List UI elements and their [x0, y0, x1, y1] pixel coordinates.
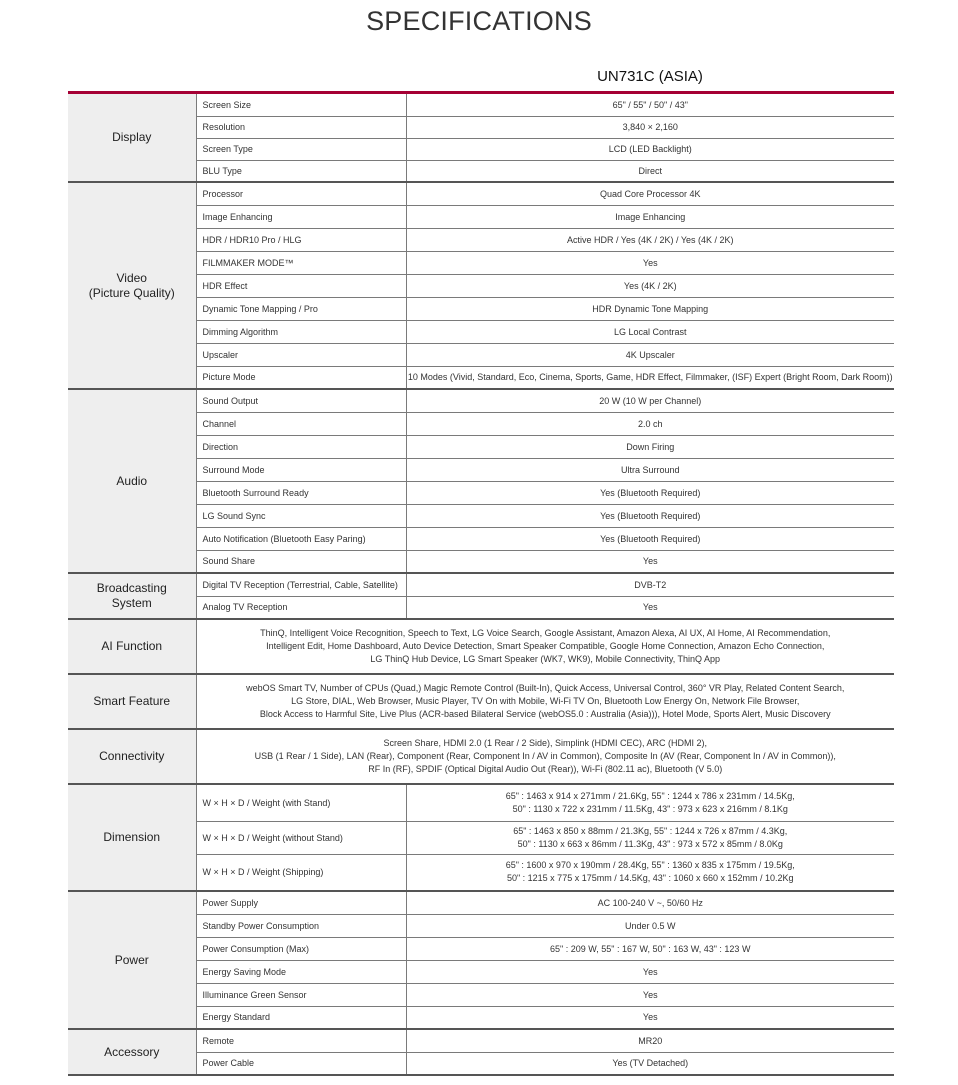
- spec-item: Direction: [196, 435, 406, 458]
- table-row: [68, 1029, 894, 1052]
- text-line: webOS Smart TV, Number of CPUs (Quad,) Magic Remote Control (Built-In), Quick Access, Universal Control, 360° VR Play, Related Content Search,: [246, 683, 845, 693]
- spec-item: Channel: [196, 412, 406, 435]
- spec-item: FILMMAKER MODE™: [196, 251, 406, 274]
- category-display: Display: [68, 94, 196, 182]
- text-line: 50" : 1130 x 663 x 86mm / 11.3Kg, 43" : 973 x 572 x 85mm / 8.0Kg: [517, 838, 783, 849]
- text-line: 65" : 1463 x 914 x 271mm / 21.6Kg, 55" : 1244 x 786 x 231mm / 14.5Kg,: [505, 790, 795, 801]
- spec-item: Dimming Algorithm: [196, 320, 406, 343]
- spec-value: [406, 854, 894, 891]
- category-accessory: Accessory: [68, 1029, 196, 1075]
- spec-item: HDR / HDR10 Pro / HLG: [196, 228, 406, 251]
- spec-item: Resolution: [196, 116, 406, 138]
- spec-value: LCD (LED Backlight): [406, 138, 894, 160]
- category-video: [68, 182, 196, 389]
- spec-value: AC 100-240 V ~, 50/60 Hz: [406, 891, 894, 914]
- spec-value: Yes (Bluetooth Required): [406, 527, 894, 550]
- text-line: Block Access to Harmful Site, Live Plus (ACR-based Bilateral Service (webOS5.0 : Australia (Asia))), Hotel Mode, Sports Alert, Music Discovery: [259, 709, 831, 719]
- spec-item: W × H × D / Weight (without Stand): [196, 821, 406, 854]
- spec-value: 20 W (10 W per Channel): [406, 389, 894, 412]
- spec-item: Energy Saving Mode: [196, 960, 406, 983]
- spec-value: Direct: [406, 160, 894, 182]
- spec-item: Upscaler: [196, 343, 406, 366]
- text-line: LG ThinQ Hub Device, LG Smart Speaker (WK7, WK9), Mobile Connectivity, ThinQ App: [370, 654, 721, 664]
- spec-value: MR20: [406, 1029, 894, 1052]
- spec-item: Picture Mode: [196, 366, 406, 389]
- text-line: 65" : 1600 x 970 x 190mm / 28.4Kg, 55" : 1360 x 835 x 175mm / 19.5Kg,: [505, 860, 795, 871]
- spec-value: Yes: [406, 983, 894, 1006]
- model-name: UN731C (ASIA): [597, 68, 703, 85]
- spec-value: [406, 784, 894, 821]
- spec-item: Power Consumption (Max): [196, 937, 406, 960]
- category-broadcasting: [68, 573, 196, 619]
- spec-value: Yes (4K / 2K): [406, 274, 894, 297]
- spec-value: 3,840 × 2,160: [406, 116, 894, 138]
- table-row: [68, 674, 894, 729]
- spec-item: Processor: [196, 182, 406, 205]
- table-row: [68, 619, 894, 674]
- spec-item: Energy Standard: [196, 1006, 406, 1029]
- spec-value: [406, 821, 894, 854]
- spec-value: Yes (Bluetooth Required): [406, 481, 894, 504]
- text-line: Intelligent Edit, Home Dashboard, Auto Device Detection, Smart Speaker Compatible, Google Home Connection, Amazon Echo Connection,: [266, 641, 825, 651]
- spec-item: BLU Type: [196, 160, 406, 182]
- spec-value: [196, 619, 894, 674]
- spec-item: Sound Share: [196, 550, 406, 573]
- table-row: [68, 891, 894, 914]
- text-line: 50" : 1215 x 775 x 175mm / 14.5Kg, 43" : 1060 x 660 x 152mm / 10.2Kg: [506, 873, 794, 884]
- spec-value: Under 0.5 W: [406, 914, 894, 937]
- spec-value: [196, 674, 894, 729]
- spec-value: DVB-T2: [406, 573, 894, 596]
- spec-item: W × H × D / Weight (with Stand): [196, 784, 406, 821]
- spec-item: Surround Mode: [196, 458, 406, 481]
- spec-value: Active HDR / Yes (4K / 2K) / Yes (4K / 2K): [406, 228, 894, 251]
- table-row: [68, 389, 894, 412]
- category-label: System: [111, 596, 152, 610]
- spec-value: 10 Modes (Vivid, Standard, Eco, Cinema, Sports, Game, HDR Effect, Filmmaker, (ISF) Expert (Bright Room, Dark Room)): [406, 366, 894, 389]
- spec-value: 65" / 55" / 50" / 43": [406, 94, 894, 116]
- category-power: Power: [68, 891, 196, 1029]
- spec-item: Illuminance Green Sensor: [196, 983, 406, 1006]
- spec-item: Image Enhancing: [196, 205, 406, 228]
- spec-item: Screen Type: [196, 138, 406, 160]
- spec-item: Standby Power Consumption: [196, 914, 406, 937]
- category-label: Video: [116, 270, 147, 285]
- spec-item: W × H × D / Weight (Shipping): [196, 854, 406, 891]
- category-ai: AI Function: [68, 619, 196, 674]
- spec-value: Yes: [406, 1006, 894, 1029]
- text-line: USB (1 Rear / 1 Side), LAN (Rear), Component (Rear, Component In / AV in Common), Composite In (AV (Rear, Component In / AV in Common)),: [254, 751, 836, 761]
- spec-value: Yes: [406, 960, 894, 983]
- spec-value: Ultra Surround: [406, 458, 894, 481]
- spec-item: HDR Effect: [196, 274, 406, 297]
- spec-value: Quad Core Processor 4K: [406, 182, 894, 205]
- spec-item: Bluetooth Surround Ready: [196, 481, 406, 504]
- spec-value: [196, 729, 894, 784]
- category-dimension: Dimension: [68, 784, 196, 891]
- spec-table: [68, 94, 894, 1076]
- page-title: SPECIFICATIONS: [366, 6, 592, 36]
- spec-value: 4K Upscaler: [406, 343, 894, 366]
- spec-value: Yes: [406, 596, 894, 619]
- category-smart: Smart Feature: [68, 674, 196, 729]
- text-line: Screen Share, HDMI 2.0 (1 Rear / 2 Side), Simplink (HDMI CEC), ARC (HDMI 2),: [383, 738, 708, 748]
- spec-value: Yes (Bluetooth Required): [406, 504, 894, 527]
- text-line: 65" : 1463 x 850 x 88mm / 21.3Kg, 55" : 1244 x 726 x 87mm / 4.3Kg,: [513, 825, 788, 836]
- spec-value: 2.0 ch: [406, 412, 894, 435]
- category-label: (Picture Quality): [88, 285, 175, 300]
- spec-value: Yes (TV Detached): [406, 1052, 894, 1075]
- table-row: [68, 573, 894, 596]
- spec-item: Remote: [196, 1029, 406, 1052]
- spec-value: Yes: [406, 550, 894, 573]
- text-line: 50" : 1130 x 722 x 231mm / 11.5Kg, 43" : 973 x 623 x 216mm / 8.1Kg: [512, 803, 788, 814]
- spec-value: Down Firing: [406, 435, 894, 458]
- spec-value: 65" : 209 W, 55" : 167 W, 50" : 163 W, 43" : 123 W: [406, 937, 894, 960]
- spec-item: Power Cable: [196, 1052, 406, 1075]
- spec-item: Sound Output: [196, 389, 406, 412]
- table-row: [68, 729, 894, 784]
- spec-item: Screen Size: [196, 94, 406, 116]
- table-row: [68, 182, 894, 205]
- text-line: RF In (RF), SPDIF (Optical Digital Audio Out (Rear)), Wi-Fi (802.11 ac), Bluetooth (V 5.0): [368, 764, 723, 774]
- spec-value: LG Local Contrast: [406, 320, 894, 343]
- spec-item: Power Supply: [196, 891, 406, 914]
- spec-item: Dynamic Tone Mapping / Pro: [196, 297, 406, 320]
- text-line: LG Store, DIAL, Web Browser, Music Player, TV On with Mobile, Wi-Fi TV On, Bluetooth Low Energy On, Network File Browser,: [291, 696, 800, 706]
- category-connectivity: Connectivity: [68, 729, 196, 784]
- spec-item: Digital TV Reception (Terrestrial, Cable, Satellite): [196, 573, 406, 596]
- spec-item: Auto Notification (Bluetooth Easy Paring): [196, 527, 406, 550]
- spec-item: Analog TV Reception: [196, 596, 406, 619]
- spec-value: Yes: [406, 251, 894, 274]
- spec-item: LG Sound Sync: [196, 504, 406, 527]
- spec-value: HDR Dynamic Tone Mapping: [406, 297, 894, 320]
- category-label: Broadcasting: [96, 581, 167, 595]
- category-audio: Audio: [68, 389, 196, 573]
- table-row: [68, 784, 894, 821]
- table-row: [68, 94, 894, 116]
- text-line: ThinQ, Intelligent Voice Recognition, Speech to Text, LG Voice Search, Google Assistant, Amazon Alexa, AI UX, AI Home, AI Recommendation,: [260, 628, 831, 638]
- spec-value: Image Enhancing: [406, 205, 894, 228]
